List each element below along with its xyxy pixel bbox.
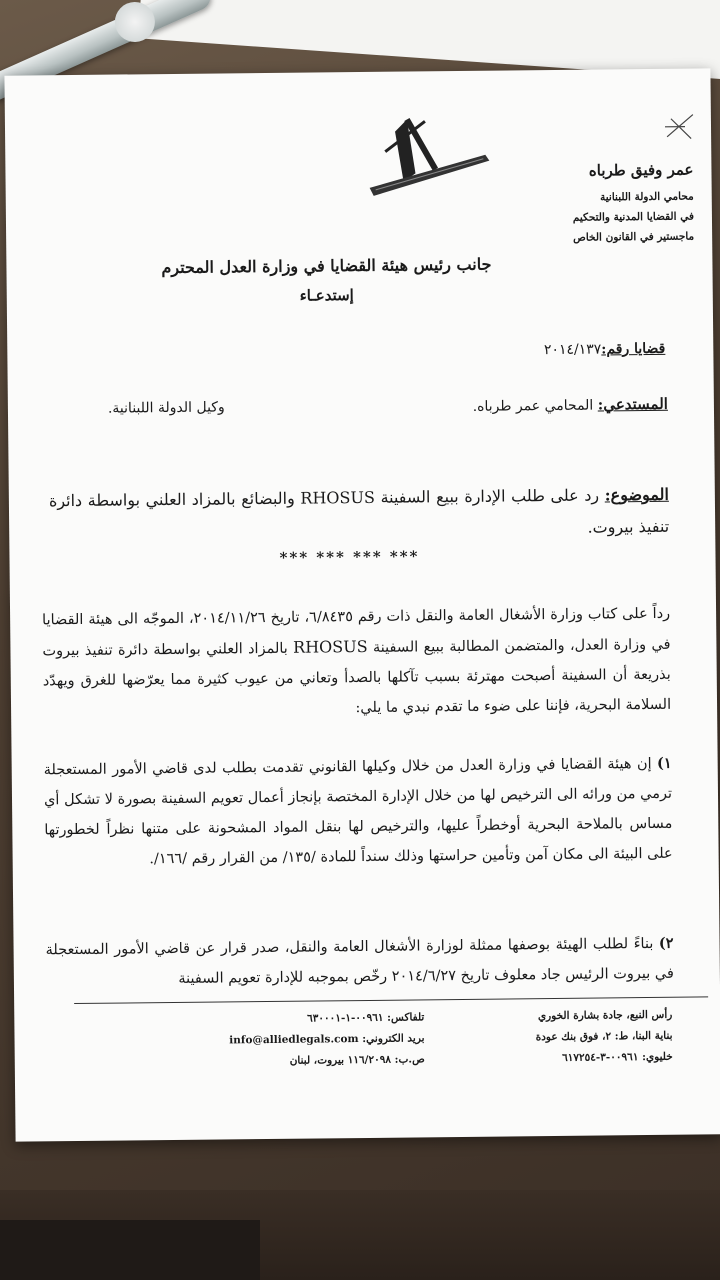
summoner-value: المحامي عمر طرباه.: [472, 397, 594, 415]
lawyer-name: عمر وفيق طرباه: [588, 160, 694, 180]
subject: [49, 479, 670, 549]
footer-fax: تلفاكس: ٠٠٩٦١-١-٦٣٠٠٠١: [307, 1011, 425, 1025]
footer-address-line: رأس النبع، جادة بشارة الخوري: [537, 1008, 673, 1023]
paragraph-text: رداً على كتاب وزارة الأشغال العامة والنقل ذات رقم ٦/٨٤٣٥، تاريخ ٢٠١٤/١١/٢٦، الموجّه الى هيئة القضايا في وزارة العدل، والمتضمن المطالبة ببيع السفينة: [42, 605, 671, 656]
separator: *** *** *** ***: [279, 547, 420, 567]
paragraph-text: بالمزاد العلني بواسطة دائرة تنفيذ بيروت بذريعة أن السفينة أصبحت مهترئة بسبب تآكلها بالصدأ وتعاني من عيوب كثيرة مما يعرّضها للغرق ويهدّد السلامة البحرية، فإننا على ضوء ما تقدم نبدي ما يلي:: [42, 640, 672, 717]
paragraph-text: إن هيئة القضايا في وزارة العدل من خلال وكيلها القانوني تقدمت بطلب لدى قاضي الأمور المستعجلة ترمي من ورائه الى الترخيص لها من خلال الإدارة المختصة بإنجاز أعمال تعويم السفينة بصورة لا تشكل أي مساس بالملاحة البحرية أوخطراً عليها، والترخيص لها بنقل المواد المشحونة على متنها نظراً لخطورتها على البيئة الى مكان آمن وتأمين حراستها وذلك سنداً للمادة /١٣٥/ من القرار رقم /١٦٦/.: [43, 755, 673, 868]
ship-name: RHOSUS: [300, 487, 376, 508]
case-number: [544, 341, 666, 358]
case-label: قضايا رقم:: [601, 340, 666, 358]
footer-pobox: ص.ب: ١١٦/٢٠٩٨ بيروت، لبنان: [289, 1053, 425, 1067]
subject-label: الموضوع:: [604, 484, 669, 505]
footer-contact: [154, 1007, 425, 1073]
footer-email: info@alliedlegals.com: [229, 1033, 359, 1047]
paragraph-intro: [42, 599, 671, 727]
footer-divider: [74, 996, 708, 1004]
summoner-label: المستدعي:: [597, 394, 669, 414]
letter-page: [4, 68, 720, 1141]
floor-shadow: [0, 1220, 260, 1280]
paragraph-1: [44, 749, 673, 876]
paragraph-number: ٢): [658, 934, 674, 952]
paragraph-2: [45, 929, 674, 996]
paragraph-number: ١): [656, 754, 672, 772]
summoner-role: وكيل الدولة اللبنانية.: [107, 399, 225, 417]
case-value: ٢٠١٤/١٣٧: [543, 341, 602, 359]
document-type: إستدعـاء: [299, 286, 354, 305]
footer-address: [492, 1005, 673, 1070]
letterhead-line: ماجستير في القانون الخاص: [573, 230, 695, 244]
footer-address-line: بناية البنا، ط: ٢، فوق بنك عودة: [535, 1029, 673, 1044]
footer-email-label: بريد الكتروني:: [362, 1032, 425, 1046]
letterhead-line: محامي الدولة اللبنانية: [600, 190, 694, 204]
subject-text-after: والبضائع بالمزاد العلني بواسطة دائرة تنفيذ بيروت.: [48, 488, 670, 537]
subject-text-before: رد على طلب الإدارة ببيع السفينة: [380, 485, 600, 507]
paragraph-text: بناءً لطلب الهيئة بوصفها ممثلة لوزارة الأشغال العامة والنقل، صدر قرار عن قاضي الأمور المستعجلة في بيروت الرئيس جاد معلوف تاريخ ٢٠١٤/٦/٢٧ رخّص بموجبه للإدارة تعويم السفينة: [45, 935, 674, 987]
firm-logo-icon: [355, 111, 496, 202]
corner-mark-icon: [663, 108, 697, 142]
footer-mobile: خليوي: ٠٠٩٦١-٣-٦١٧٢٥٤: [561, 1050, 673, 1064]
letterhead: [493, 161, 694, 249]
summoner: [108, 395, 668, 419]
addressee-title: جانب رئيس هيئة القضايا في وزارة العدل المحترم: [161, 254, 492, 278]
ship-name: RHOSUS: [293, 636, 368, 657]
letterhead-line: في القضايا المدنية والتحكيم: [572, 210, 695, 224]
footer-email-row: [154, 1028, 424, 1052]
